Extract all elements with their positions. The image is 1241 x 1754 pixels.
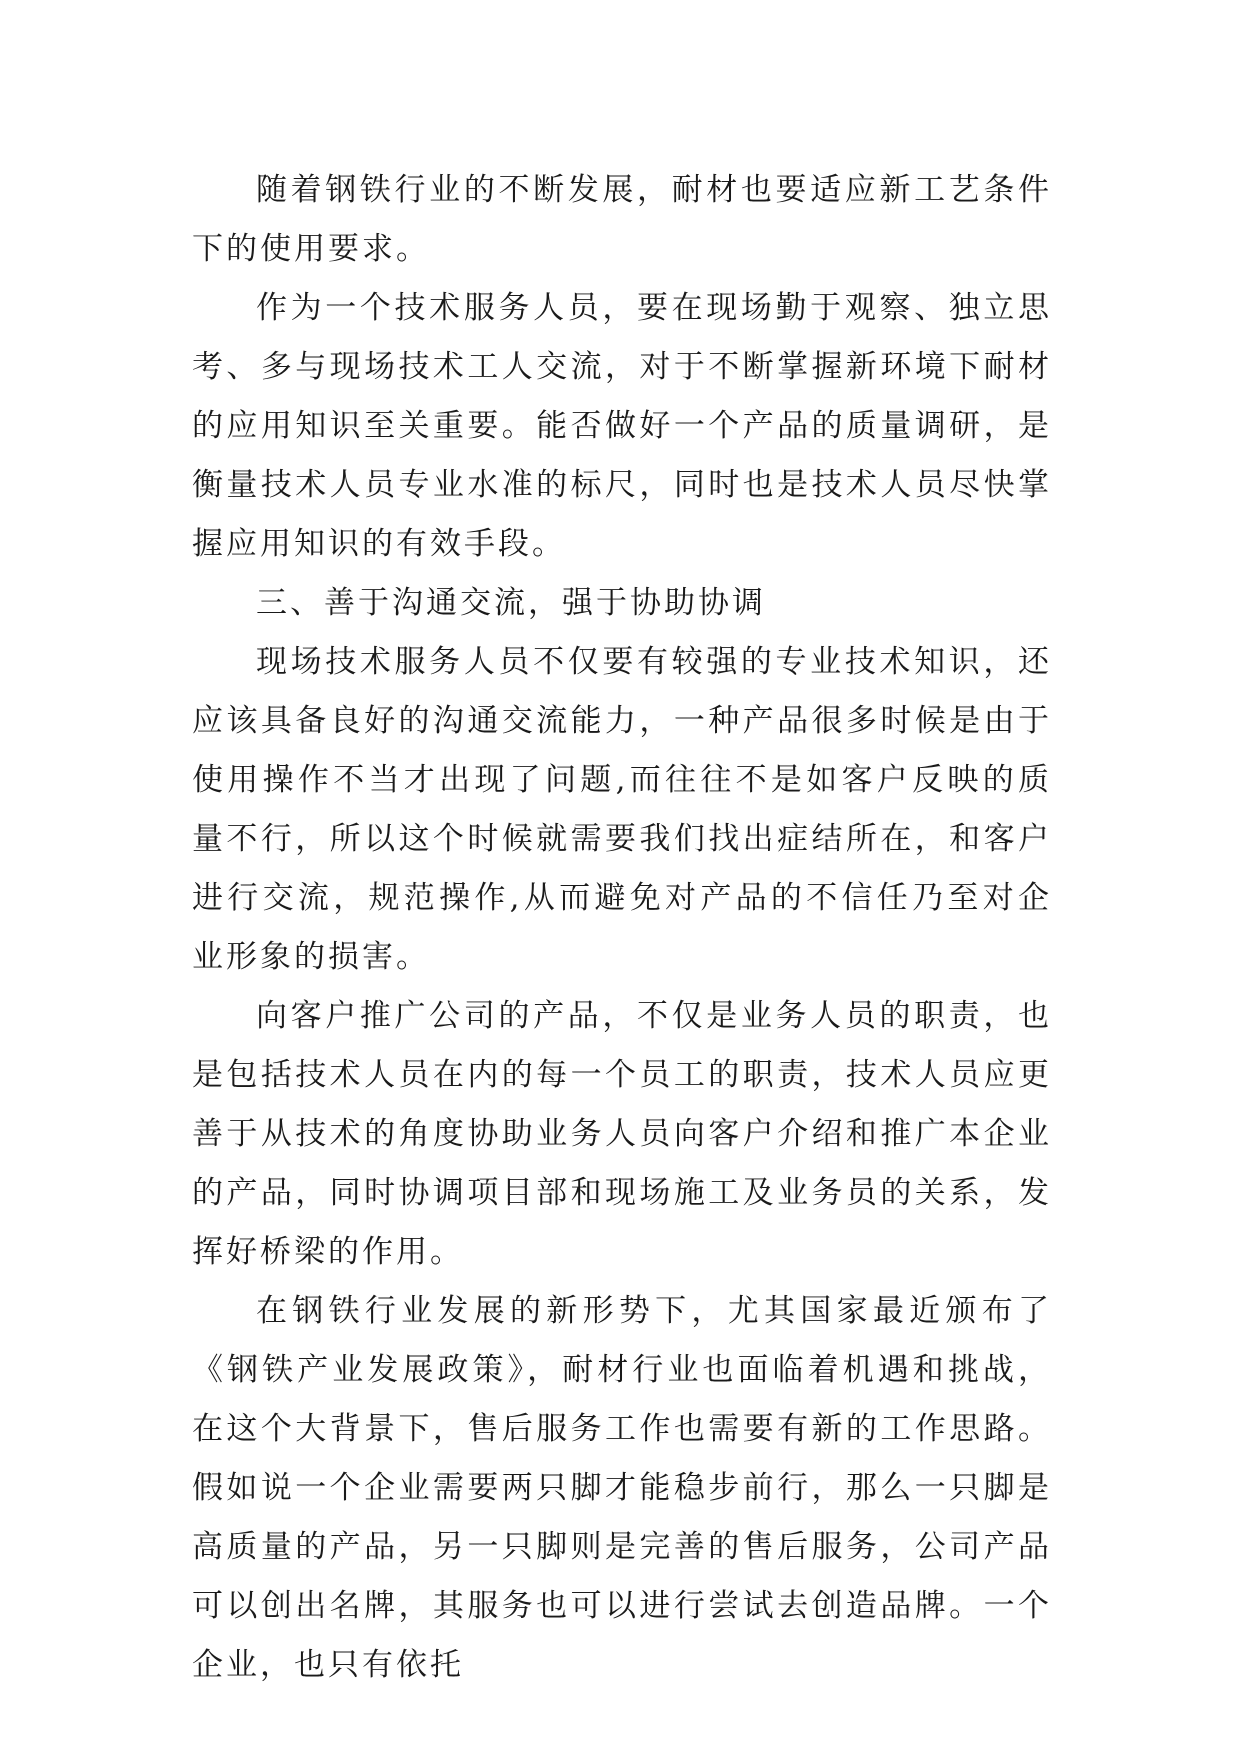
paragraph-new-situation: 在钢铁行业发展的新形势下，尤其国家最近颁布了《钢铁产业发展政策》，耐材行业也面临着机遇和挑战，在这个大背景下，售后服务工作也需要有新的工作思路。假如说一个企业需要两只脚才能稳步前行，那么一只脚是高质量的产品，另一只脚则是完善的售后服务，公司产品可以创出名牌，其服务也可以进行尝试去创造品牌。一个企业，也只有依托 xyxy=(192,1293,1052,1683)
paragraph-technical-service-staff: 作为一个技术服务人员，要在现场勤于观察、独立思考、多与现场技术工人交流，对于不断掌握新环境下耐材的应用知识至关重要。能否做好一个产品的质量调研，是衡量技术人员专业水准的标尺，同时也是技术人员尽快掌握应用知识的有效手段。 xyxy=(192,290,1052,562)
paragraph-communication-ability: 现场技术服务人员不仅要有较强的专业技术知识，还应该具备良好的沟通交流能力，一种产品很多时候是由于使用操作不当才出现了问题,而往往不是如客户反映的质量不行，所以这个时候就需要我们找出症结所在，和客户进行交流，规范操作,从而避免对产品的不信任乃至对企业形象的损害。 xyxy=(192,644,1052,975)
paragraph-product-promotion: 向客户推广公司的产品，不仅是业务人员的职责，也是包括技术人员在内的每一个员工的职责，技术人员应更善于从技术的角度协助业务人员向客户介绍和推广本企业的产品，同时协调项目部和现场施工及业务员的关系，发挥好桥梁的作用。 xyxy=(192,998,1052,1270)
section-heading-communication: 三、善于沟通交流，强于协助协调 xyxy=(256,585,766,621)
paragraph-steel-industry-development: 随着钢铁行业的不断发展，耐材也要适应新工艺条件下的使用要求。 xyxy=(192,172,1052,267)
document-body xyxy=(192,161,1052,1695)
